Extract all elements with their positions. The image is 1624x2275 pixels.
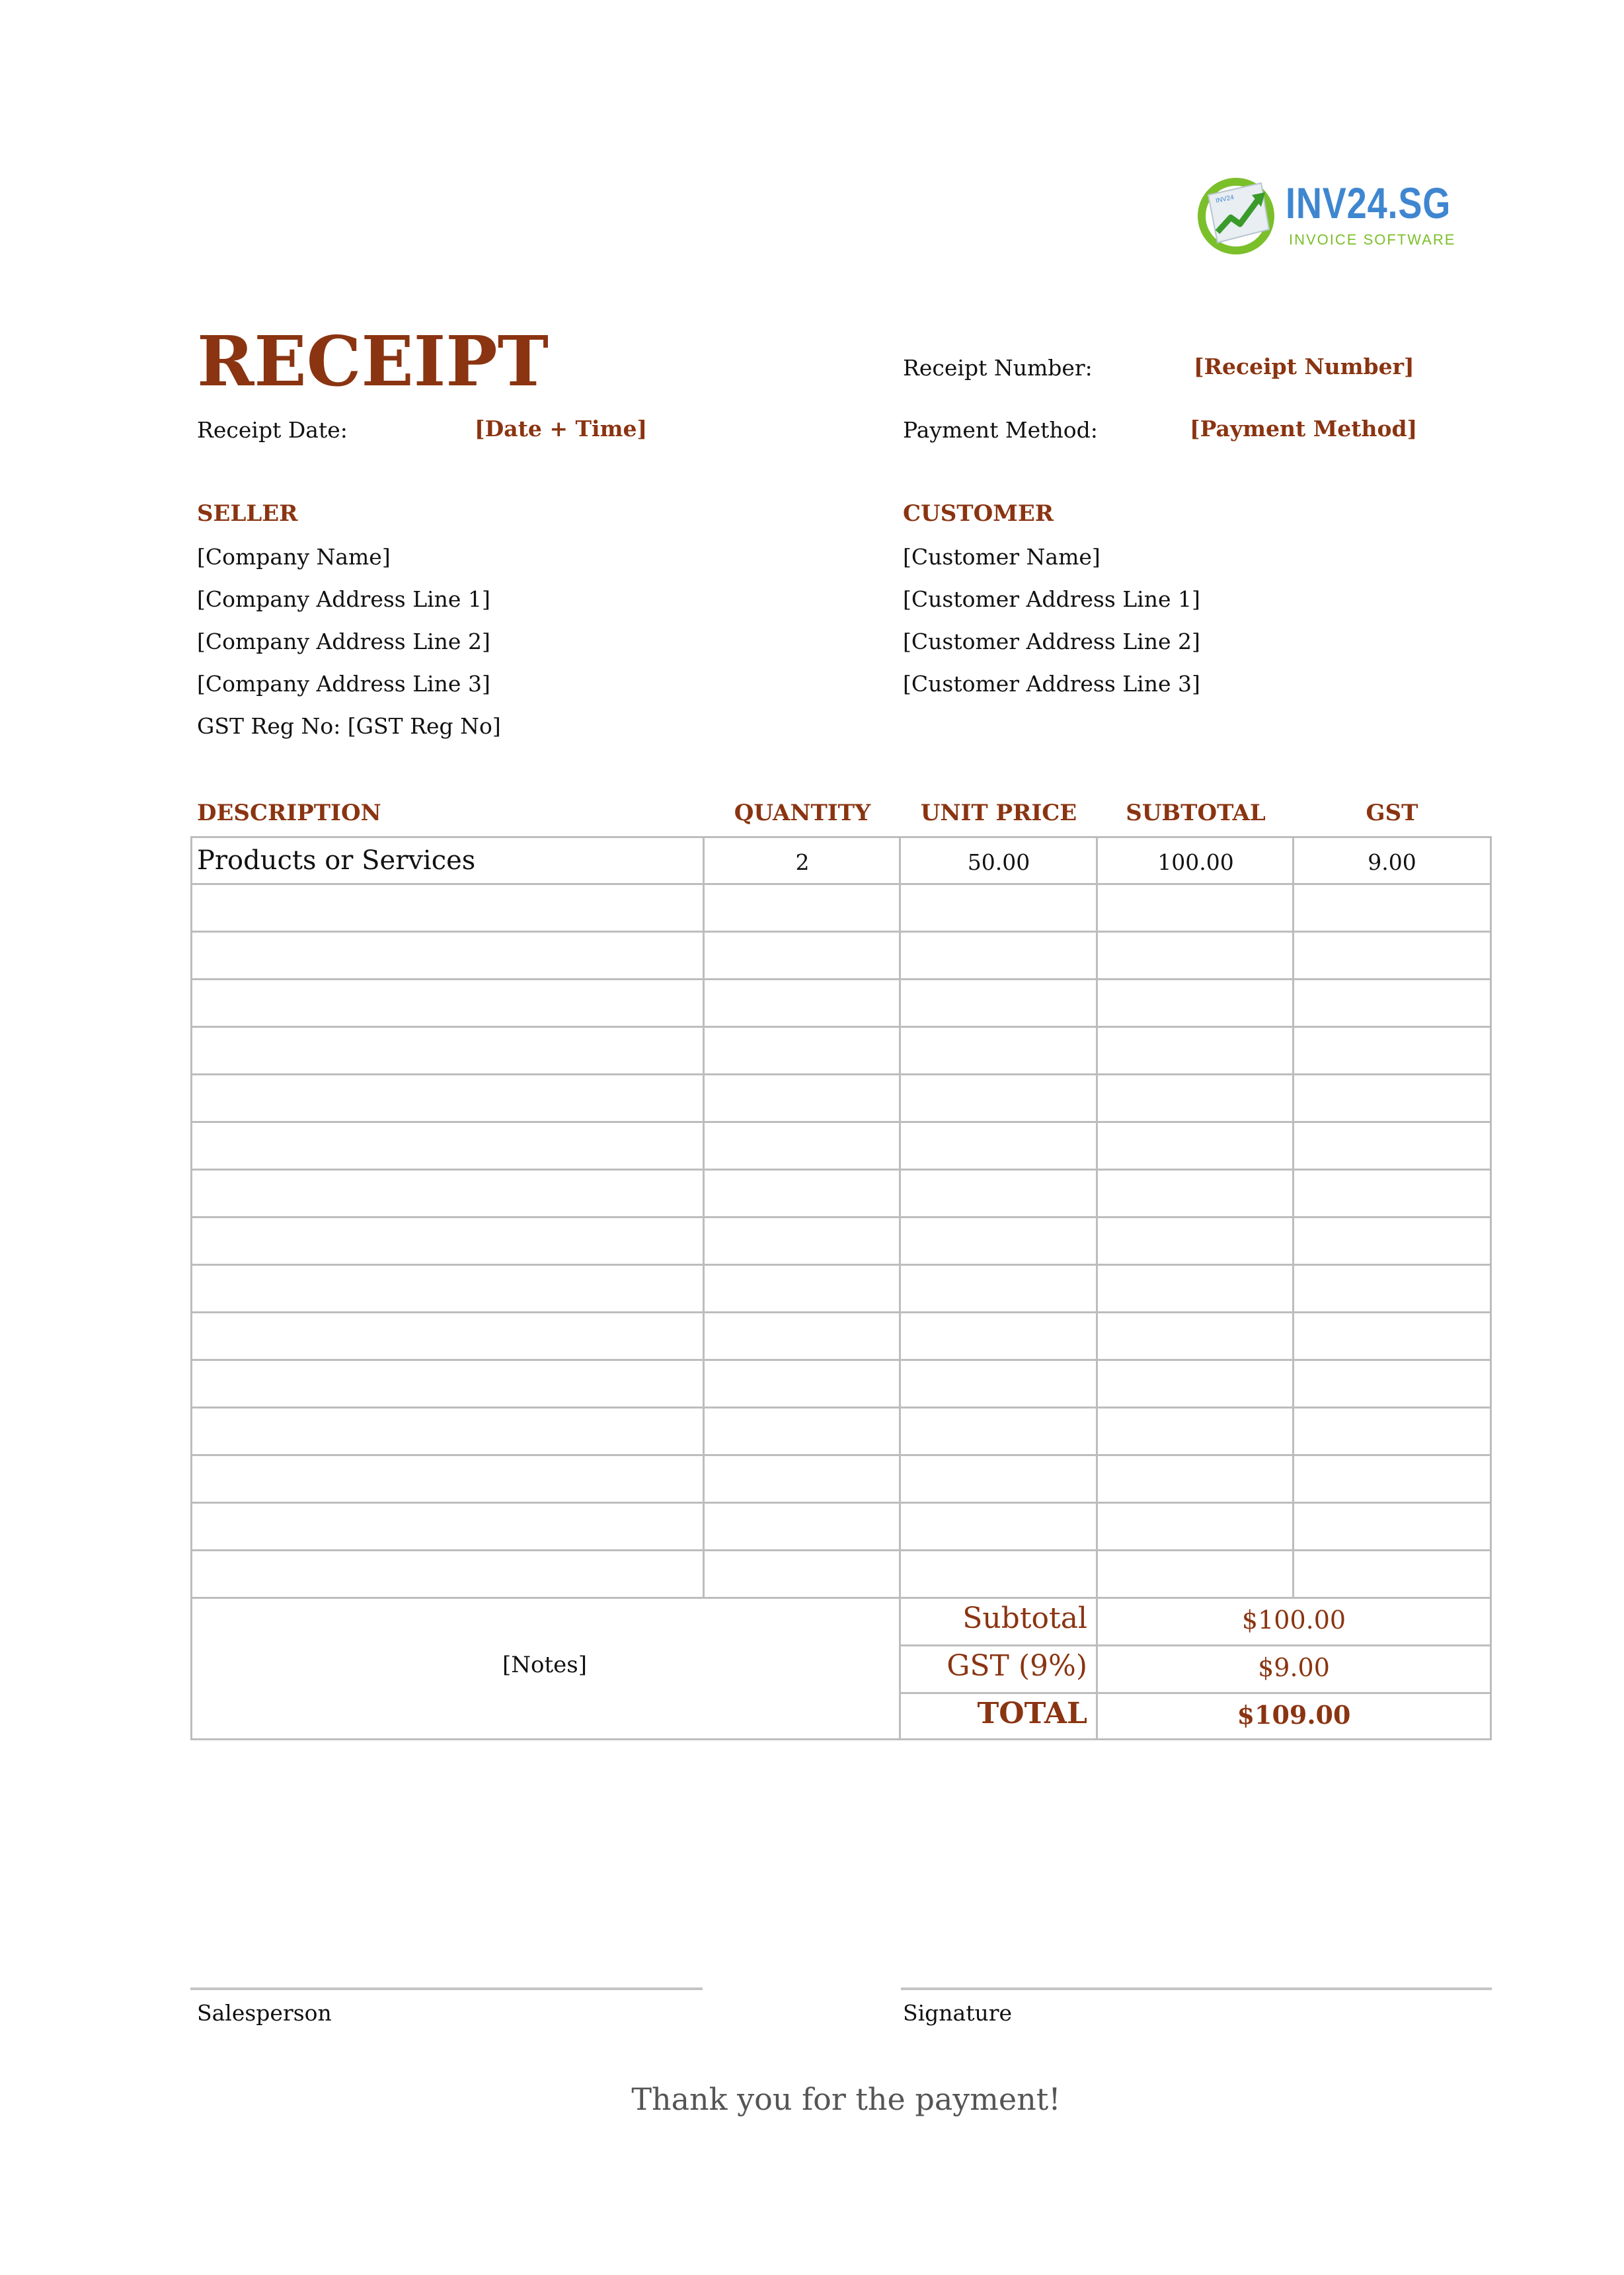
- seller-company-name: [Company Name]: [197, 544, 391, 570]
- table-row-divider: [190, 978, 1492, 980]
- customer-address-line-2: [Customer Address Line 2]: [903, 629, 1200, 654]
- table-row-divider: [190, 1597, 1492, 1599]
- table-row-divider: [190, 1454, 1492, 1456]
- table-column-divider: [703, 836, 705, 1598]
- subtotal-label: Subtotal: [962, 1601, 1087, 1635]
- table-row-divider: [190, 1026, 1492, 1028]
- company-logo: [1190, 169, 1467, 261]
- table-row-divider: [190, 1169, 1492, 1171]
- notes: [Notes]: [502, 1652, 587, 1678]
- logo-tagline: INVOICE SOFTWARE: [1289, 231, 1456, 248]
- signature-line: [901, 1987, 1492, 1990]
- row-1-description: Products or Services: [197, 845, 476, 876]
- table-row-divider: [190, 1549, 1492, 1551]
- gst-label: GST (9%): [947, 1649, 1087, 1683]
- row-1-unit-price: 50.00: [967, 849, 1030, 875]
- table-row-divider: [190, 1502, 1492, 1504]
- line-items-table: [190, 836, 1492, 1740]
- payment-method-label: Payment Method:: [903, 417, 1098, 443]
- col-header-subtotal: SUBTOTAL: [1126, 800, 1266, 826]
- salesperson-label: Salesperson: [197, 2000, 332, 2026]
- customer-name: [Customer Name]: [903, 544, 1101, 570]
- row-1-subtotal: 100.00: [1157, 849, 1234, 875]
- receipt-date-value: [Date + Time]: [475, 416, 648, 442]
- payment-method-value: [Payment Method]: [1190, 416, 1418, 442]
- col-header-unit-price: UNIT PRICE: [920, 800, 1077, 826]
- logo-name: INV24.SG: [1286, 178, 1451, 227]
- receipt-number-label: Receipt Number:: [903, 355, 1093, 381]
- totals-row-divider: [899, 1692, 1492, 1694]
- col-header-gst: GST: [1366, 800, 1418, 826]
- table-row-divider: [190, 1264, 1492, 1266]
- seller-address-line-1: [Company Address Line 1]: [197, 586, 490, 612]
- salesperson-line: [190, 1987, 703, 1990]
- subtotal-value: $100.00: [1241, 1605, 1346, 1635]
- row-1-quantity: 2: [795, 849, 810, 875]
- seller-address-line-2: [Company Address Line 2]: [197, 629, 490, 654]
- footer-thanks: Thank you for the payment!: [631, 2081, 1061, 2117]
- table-column-divider: [1096, 836, 1098, 1740]
- customer-address-line-1: [Customer Address Line 1]: [903, 586, 1200, 612]
- seller-gst-reg: GST Reg No: [GST Reg No]: [197, 713, 501, 739]
- signature-label: Signature: [903, 2000, 1013, 2026]
- table-row-divider: [190, 1311, 1492, 1313]
- page-title: RECEIPT: [197, 321, 549, 402]
- total-label: TOTAL: [977, 1697, 1087, 1730]
- table-row-divider: [190, 931, 1492, 933]
- col-header-description: DESCRIPTION: [197, 800, 381, 826]
- totals-row-divider: [899, 1644, 1492, 1646]
- table-column-divider: [1292, 836, 1294, 1598]
- logo-icon: [1190, 169, 1282, 261]
- seller-address-line-3: [Company Address Line 3]: [197, 671, 490, 697]
- seller-heading: SELLER: [197, 500, 298, 527]
- row-1-gst: 9.00: [1368, 849, 1416, 875]
- table-row-divider: [190, 883, 1492, 885]
- customer-address-line-3: [Customer Address Line 3]: [903, 671, 1200, 697]
- table-row-divider: [190, 1407, 1492, 1408]
- table-row-divider: [190, 1121, 1492, 1123]
- table-row-divider: [190, 1359, 1492, 1361]
- col-header-quantity: QUANTITY: [734, 800, 871, 826]
- customer-heading: CUSTOMER: [903, 500, 1054, 527]
- receipt-number-value: [Receipt Number]: [1194, 354, 1414, 379]
- total-value: $109.00: [1237, 1700, 1351, 1730]
- table-row-divider: [190, 1073, 1492, 1075]
- table-row-divider: [190, 1216, 1492, 1218]
- svg-text:INV24: INV24: [1215, 194, 1235, 205]
- gst-value: $9.00: [1258, 1653, 1330, 1682]
- receipt-date-label: Receipt Date:: [197, 417, 348, 443]
